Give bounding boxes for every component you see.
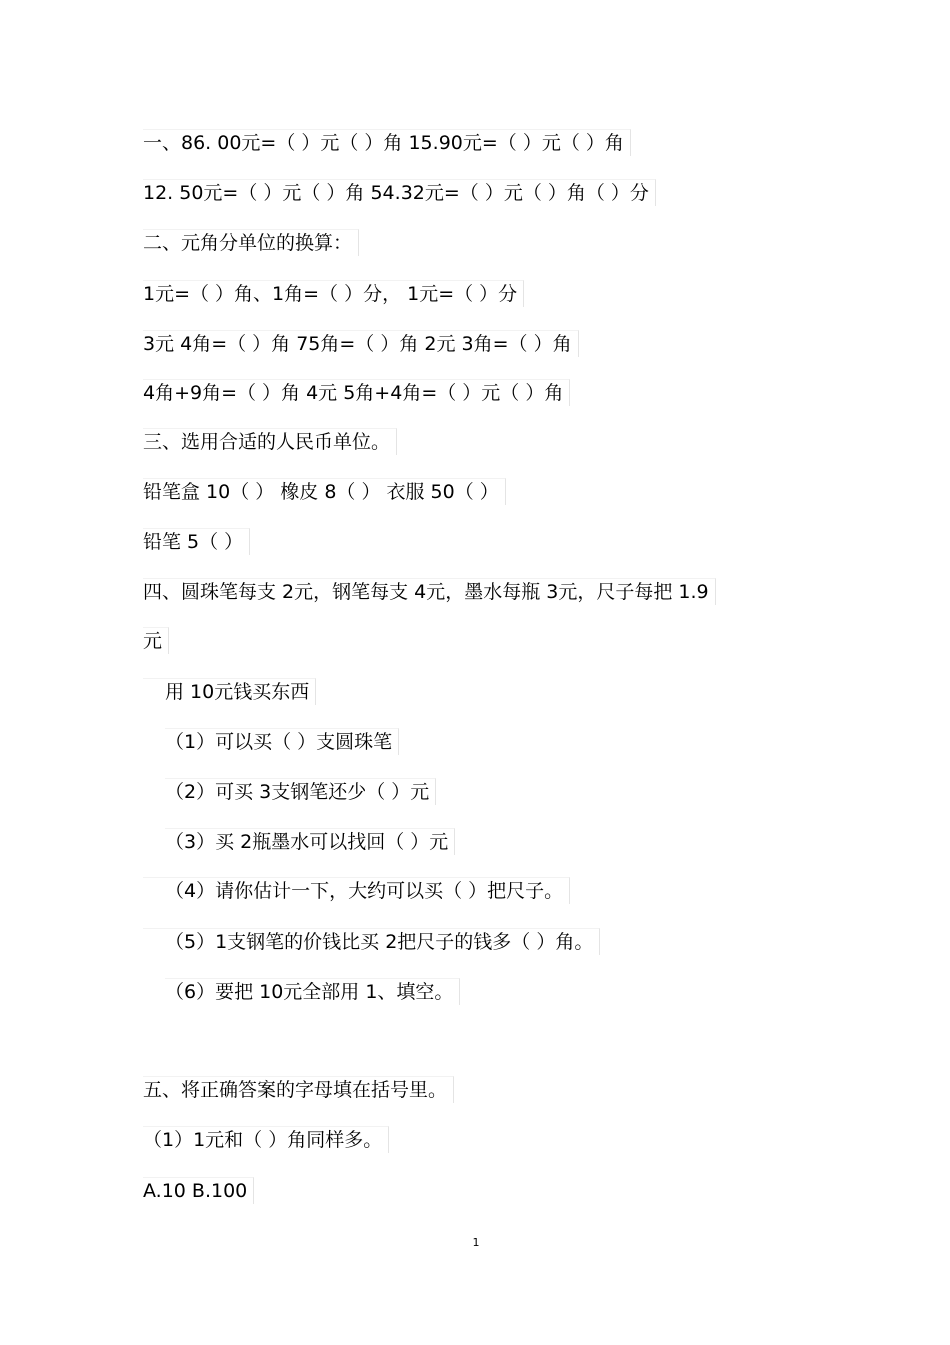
line-conversion-2: 3元 4角=（ ）角 75角=（ ）角 2元 3角=（ ）角 (143, 330, 579, 357)
line-section-4-q2: （2）可买 3支钢笔还少（ ）元 (165, 778, 436, 805)
line-conversion-1: 1元=（ ）角、1角=（ ）分， 1元=（ ）分 (143, 280, 524, 307)
line-section-2-heading: 二、元角分单位的换算： (143, 229, 359, 256)
line-section-4-heading: 四、圆珠笔每支 2元，钢笔每支 4元，墨水每瓶 3元，尺子每把 1.9 (143, 578, 716, 605)
line-section-5-q1: （1）1元和（ ）角同样多。 (143, 1126, 389, 1153)
line-conversion-3: 4角+9角=（ ）角 4元 5角+4角=（ ）元（ ）角 (143, 379, 570, 406)
line-section-4-q1: （1）可以买（ ）支圆珠笔 (165, 728, 399, 755)
line-section-4-heading-cont: 元 (143, 627, 169, 654)
line-section-4-q5: （5）1支钢笔的价钱比买 2把尺子的钱多（ ）角。 (143, 928, 600, 955)
line-units-1: 铅笔盒 10（ ） 橡皮 8（ ） 衣服 50（ ） (143, 478, 506, 505)
line-section-4-q6: （6）要把 10元全部用 1、填空。 (165, 978, 460, 1005)
page-number: 1 (472, 1236, 480, 1249)
line-section-4-q4: （4）请你估计一下，大约可以买（ ）把尺子。 (143, 877, 570, 904)
line-section-5-options: A.10 B.100 (143, 1177, 254, 1204)
line-units-2: 铅笔 5（ ） (143, 528, 250, 555)
line-q1-part1: 一、86. 00元=（ ）元（ ）角 15.90元=（ ）元（ ）角 (143, 129, 631, 156)
line-section-5-heading: 五、将正确答案的字母填在括号里。 (143, 1076, 454, 1103)
line-q1-part2: 12. 50元=（ ）元（ ）角 54.32元=（ ）元（ ）角（ ）分 (143, 179, 656, 206)
line-section-3-heading: 三、选用合适的人民币单位。 (143, 428, 397, 455)
line-section-4-q3: （3）买 2瓶墨水可以找回（ ）元 (165, 828, 455, 855)
line-section-4-intro: 用 10元钱买东西 (143, 678, 316, 705)
